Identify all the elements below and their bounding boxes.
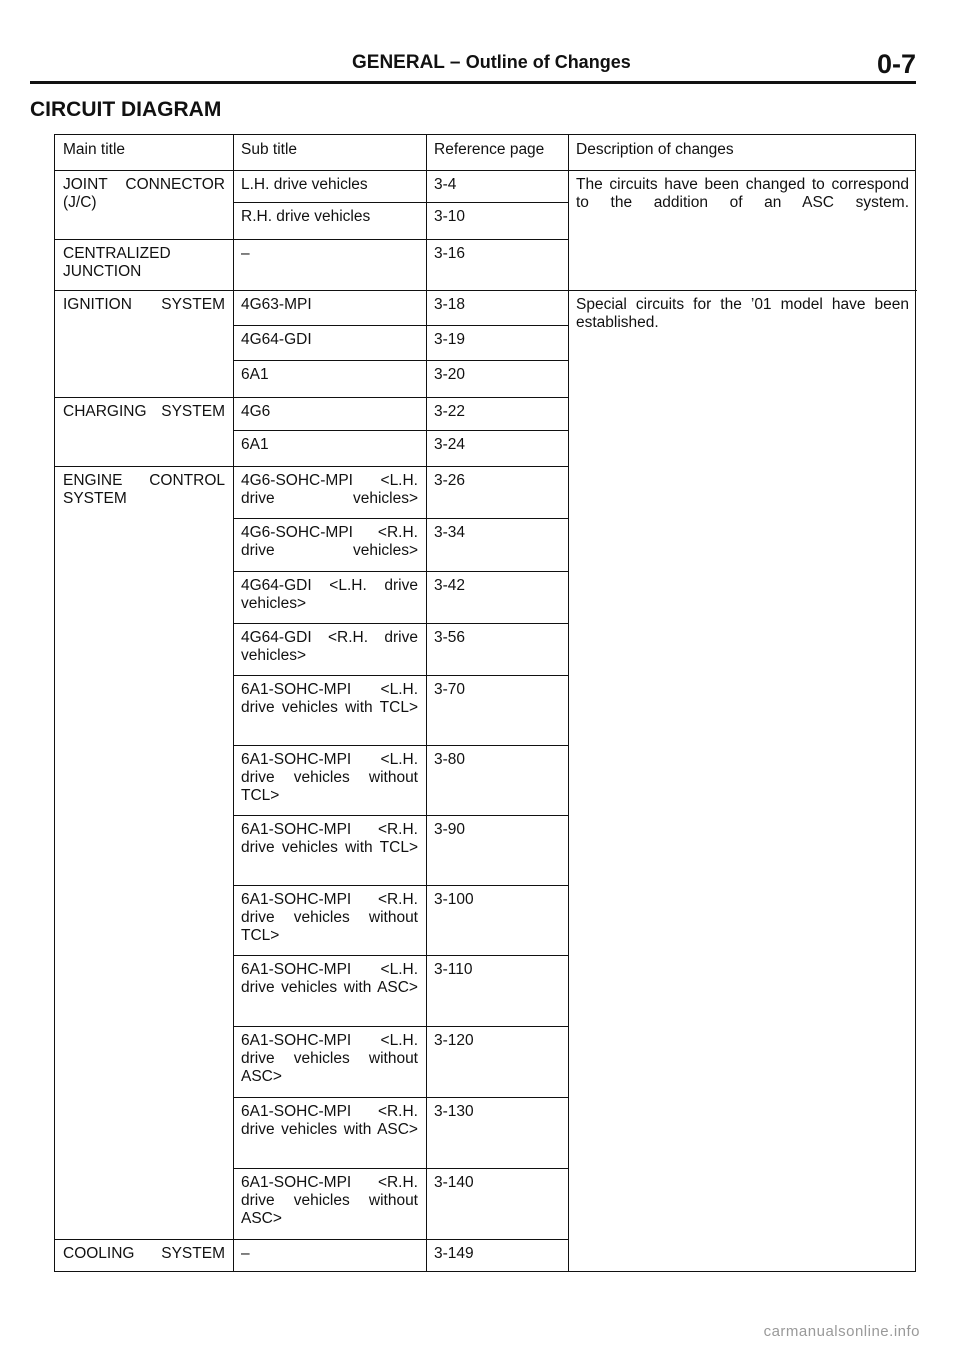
- main-title-cell: CHARGING SYSTEM: [63, 403, 225, 420]
- column-header: Main title: [63, 141, 126, 158]
- sub-title-cell: 6A1: [241, 366, 269, 383]
- column-divider: [426, 135, 427, 1271]
- main-title-cell: IGNITION SYSTEM: [63, 296, 225, 313]
- watermark: carmanualsonline.info: [763, 1323, 920, 1340]
- reference-page-cell: 3-4: [434, 176, 457, 193]
- circuit-diagram-table: [54, 134, 916, 1272]
- page-number: 0-7: [876, 49, 916, 79]
- main-title-cell: CENTRALIZED JUNCTION: [63, 245, 171, 280]
- main-title-cell: ENGINE CONTROL SYSTEM: [63, 472, 225, 507]
- reference-page-cell: 3-24: [434, 436, 466, 453]
- reference-page-cell: 3-130: [434, 1103, 474, 1120]
- reference-page-cell: 3-10: [434, 208, 466, 225]
- reference-page-cell: 3-90: [434, 821, 466, 838]
- reference-page-cell: 3-56: [434, 629, 466, 646]
- sub-title-cell: –: [241, 245, 250, 262]
- sub-title-cell: 4G64-GDI: [241, 331, 312, 348]
- sub-title-cell: –: [241, 1245, 250, 1262]
- main-title-cell: JOINT CONNECTOR (J/C): [63, 176, 225, 211]
- reference-page-cell: 3-70: [434, 681, 466, 698]
- description-cell: The circuits have been changed to correspond to the addition of an ASC system.: [576, 176, 909, 211]
- header-dash: –: [449, 52, 461, 73]
- sub-title-cell: 6A1: [241, 436, 269, 453]
- sub-title-cell: 4G6-SOHC-MPI <L.H. drive vehicles>: [241, 472, 418, 507]
- reference-page-cell: 3-16: [434, 245, 466, 262]
- reference-page-cell: 3-20: [434, 366, 466, 383]
- reference-page-cell: 3-149: [434, 1245, 474, 1262]
- main-title-cell: COOLING SYSTEM: [63, 1245, 225, 1262]
- column-divider: [568, 135, 569, 1271]
- reference-page-cell: 3-26: [434, 472, 466, 489]
- header-section: GENERAL: [352, 52, 445, 73]
- reference-page-cell: 3-110: [434, 961, 473, 978]
- sub-title-cell: 4G6: [241, 403, 271, 420]
- sub-title-cell: 6A1-SOHC-MPI <L.H. drive vehicles with ASC>: [241, 961, 418, 996]
- column-header: Reference page: [434, 141, 545, 158]
- sub-title-cell: 4G6-SOHC-MPI <R.H. drive vehicles>: [241, 524, 418, 559]
- section-title: CIRCUIT DIAGRAM: [30, 98, 222, 121]
- sub-title-cell: 6A1-SOHC-MPI <R.H. drive vehicles without ASC>: [241, 1174, 418, 1227]
- reference-page-cell: 3-22: [434, 403, 466, 420]
- reference-page-cell: 3-80: [434, 751, 466, 768]
- header-subsection: Outline of Changes: [465, 52, 631, 72]
- sub-title-cell: 4G64-GDI <L.H. drive vehicles>: [241, 577, 418, 612]
- sub-title-cell: 6A1-SOHC-MPI <L.H. drive vehicles without ASC>: [241, 1032, 418, 1085]
- column-divider: [233, 135, 234, 1271]
- sub-title-cell: 6A1-SOHC-MPI <R.H. drive vehicles with TCL>: [241, 821, 418, 856]
- reference-page-cell: 3-18: [434, 296, 466, 313]
- page-header: [30, 49, 916, 82]
- reference-page-cell: 3-100: [434, 891, 474, 908]
- reference-page-cell: 3-42: [434, 577, 466, 594]
- sub-title-cell: 6A1-SOHC-MPI <L.H. drive vehicles with TCL>: [241, 681, 418, 716]
- reference-page-cell: 3-120: [434, 1032, 474, 1049]
- description-cell: Special circuits for the ’01 model have been established.: [576, 296, 909, 331]
- header-rule: [30, 81, 916, 84]
- reference-page-cell: 3-34: [434, 524, 466, 541]
- reference-page-cell: 3-140: [434, 1174, 474, 1191]
- sub-title-cell: 6A1-SOHC-MPI <R.H. drive vehicles without TCL>: [241, 891, 418, 944]
- sub-title-cell: 4G63-MPI: [241, 296, 312, 313]
- sub-title-cell: 6A1-SOHC-MPI <L.H. drive vehicles without TCL>: [241, 751, 418, 804]
- sub-title-cell: L.H. drive vehicles: [241, 176, 368, 193]
- column-header: Description of changes: [576, 141, 734, 158]
- reference-page-cell: 3-19: [434, 331, 466, 348]
- column-header: Sub title: [241, 141, 298, 158]
- header-title: [352, 52, 631, 74]
- sub-title-cell: 4G64-GDI <R.H. drive vehicles>: [241, 629, 418, 664]
- sub-title-cell: 6A1-SOHC-MPI <R.H. drive vehicles with ASC>: [241, 1103, 418, 1138]
- sub-title-cell: R.H. drive vehicles: [241, 208, 371, 225]
